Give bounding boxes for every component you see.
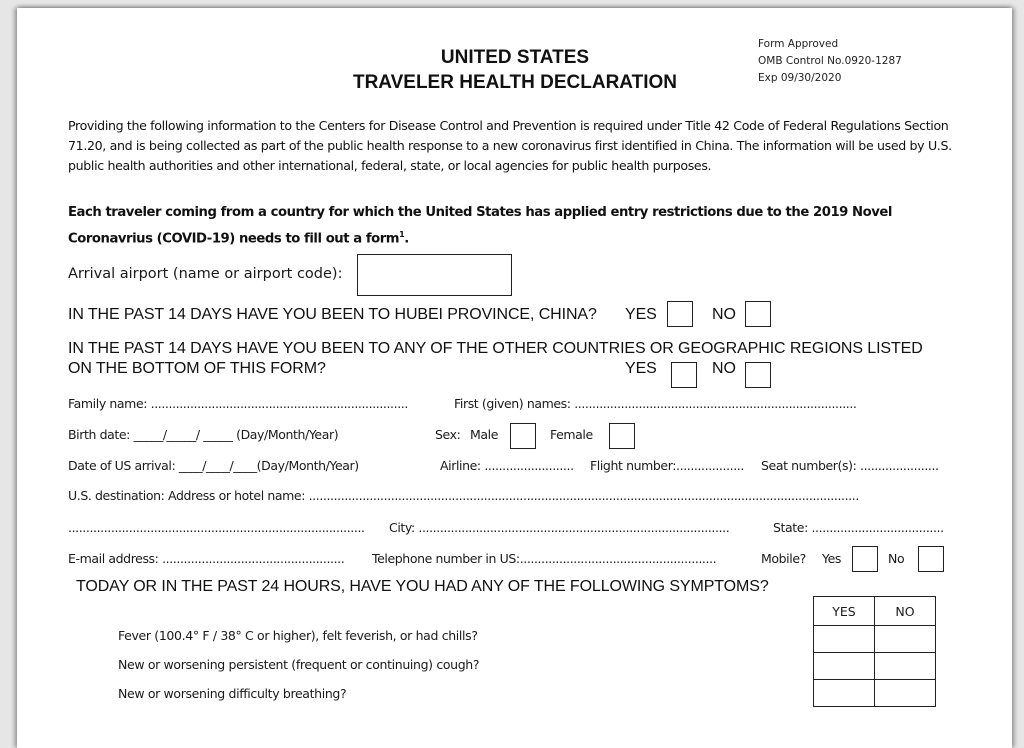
traveler-notice [68,202,958,250]
family-name-line[interactable]: ........................................................................ [150,396,408,411]
intro-paragraph: Providing the following information to the Centers for Disease Control and Prevention is required under Title 42 Code of Federal Regulations Section 71.20, and is being collected as part of the public health response to a new coronavirus first identified in China. The information will be used by U.S. public health authorities and other international, federal, state, or local agencies for public health purposes. [68,118,952,173]
omb-control-number: OMB Control No.0920-1287 [758,55,902,67]
other-regions-question-line1: IN THE PAST 14 DAYS HAVE YOU BEEN TO ANY OF THE OTHER COUNTRIES OR GEOGRAPHIC REGIONS LISTED [68,340,923,357]
birth-date-label: Birth date: [68,427,130,442]
first-name-line[interactable]: ............................................................................... [574,396,857,411]
address-continuation-line[interactable]: ................................................................................... [68,520,365,535]
arrival-airport-input[interactable] [357,254,512,296]
sex-label: Sex: [435,427,461,442]
symptom-cough: New or worsening persistent (frequent or continuing) cough? [118,657,480,672]
email-label: E-mail address: [68,551,159,566]
symptoms-answer-table [813,596,936,707]
destination-address-label: U.S. destination: Address or hotel name: [68,488,306,503]
arrival-date-label: Date of US arrival: [68,458,176,473]
flight-number-label: Flight number: [590,458,677,473]
table-row [814,653,936,680]
state-label: State: [773,520,808,535]
state-line[interactable]: ..................................... [811,520,944,535]
table-row [814,680,936,707]
omb-expiration: Exp 09/30/2020 [758,72,842,84]
hubei-no-checkbox[interactable] [745,301,771,327]
arrival-date-field[interactable] [68,458,359,473]
mobile-no-checkbox[interactable] [918,546,944,572]
cough-no-cell[interactable] [875,653,936,680]
mobile-yes-checkbox[interactable] [852,546,878,572]
omb-form-approved: Form Approved [758,38,839,50]
first-name-label: First (given) names: [454,396,571,411]
seat-number-line[interactable]: ...................... [860,458,939,473]
birth-date-field[interactable] [68,427,338,442]
other-regions-no-label: NO [712,360,736,377]
airline-line[interactable]: ......................... [484,458,574,473]
birth-date-format: (Day/Month/Year) [236,427,339,442]
phone-line[interactable]: ....................................................... [519,551,717,566]
form-title-line1: UNITED STATES [440,47,590,68]
cough-yes-cell[interactable] [814,653,875,680]
footnote-marker: 1 [399,230,405,239]
phone-field[interactable] [372,551,757,566]
other-regions-yes-checkbox[interactable] [671,362,697,388]
flight-number-line[interactable]: ................... [676,458,744,473]
flight-number-field[interactable] [590,458,744,473]
state-field[interactable] [773,520,953,535]
table-row [814,626,936,653]
breathing-yes-cell[interactable] [814,680,875,707]
family-name-label: Family name: [68,396,148,411]
family-name-field[interactable] [68,396,408,411]
symptom-breathing: New or worsening difficulty breathing? [118,686,347,701]
birth-date-blanks[interactable]: _____/_____/ _____ [133,427,233,442]
traveler-notice-text: Each traveler coming from a country for which the United States has applied entry restrictions due to the 2019 Novel Coronavrius (COVID-19) needs to fill out a form [68,205,892,247]
arrival-date-blanks[interactable]: ____/____/____ [178,458,257,473]
female-checkbox[interactable] [609,423,635,449]
symptom-fever: Fever (100.4° F / 38° C or higher), felt feverish, or had chills? [118,628,478,643]
email-line[interactable]: ................................................... [162,551,345,566]
female-label: Female [550,427,593,442]
seat-number-field[interactable] [761,458,939,473]
breathing-no-cell[interactable] [875,680,936,707]
mobile-yes-label: Yes [822,551,841,566]
fever-yes-cell[interactable] [814,626,875,653]
city-field[interactable] [389,520,769,535]
mobile-no-label: No [888,551,905,566]
form-title-line2: TRAVELER HEALTH DECLARATION [352,72,678,93]
male-checkbox[interactable] [510,423,536,449]
column-header-yes: YES [814,597,875,626]
email-field[interactable] [68,551,368,566]
mobile-label: Mobile? [761,551,806,566]
city-label: City: [389,520,415,535]
airline-field[interactable] [440,458,574,473]
phone-label: Telephone number in US: [372,551,520,566]
hubei-question-text: IN THE PAST 14 DAYS HAVE YOU BEEN TO HUBEI PROVINCE, CHINA? [68,306,597,323]
arrival-date-format: (Day/Month/Year) [256,458,359,473]
hubei-yes-checkbox[interactable] [667,301,693,327]
fever-no-cell[interactable] [875,626,936,653]
city-line[interactable]: ....................................................................................... [418,520,730,535]
airline-label: Airline: [440,458,481,473]
form-page [17,8,1012,748]
other-regions-question-line2: ON THE BOTTOM OF THIS FORM? [68,360,326,377]
symptoms-heading: TODAY OR IN THE PAST 24 HOURS, HAVE YOU HAD ANY OF THE FOLLOWING SYMPTOMS? [76,578,769,595]
column-header-no: NO [875,597,936,626]
arrival-airport-label: Arrival airport (name or airport code): [68,266,343,282]
destination-address-field[interactable] [68,488,953,503]
traveler-notice-end: . [404,231,409,247]
male-label: Male [470,427,499,442]
other-regions-no-checkbox[interactable] [745,362,771,388]
seat-number-label: Seat number(s): [761,458,857,473]
other-regions-yes-label: YES [625,360,657,377]
first-name-field[interactable] [454,396,857,411]
destination-address-line[interactable]: .......................................................................................................................................................... [308,488,859,503]
hubei-no-label: NO [712,306,736,323]
hubei-yes-label: YES [625,306,657,323]
